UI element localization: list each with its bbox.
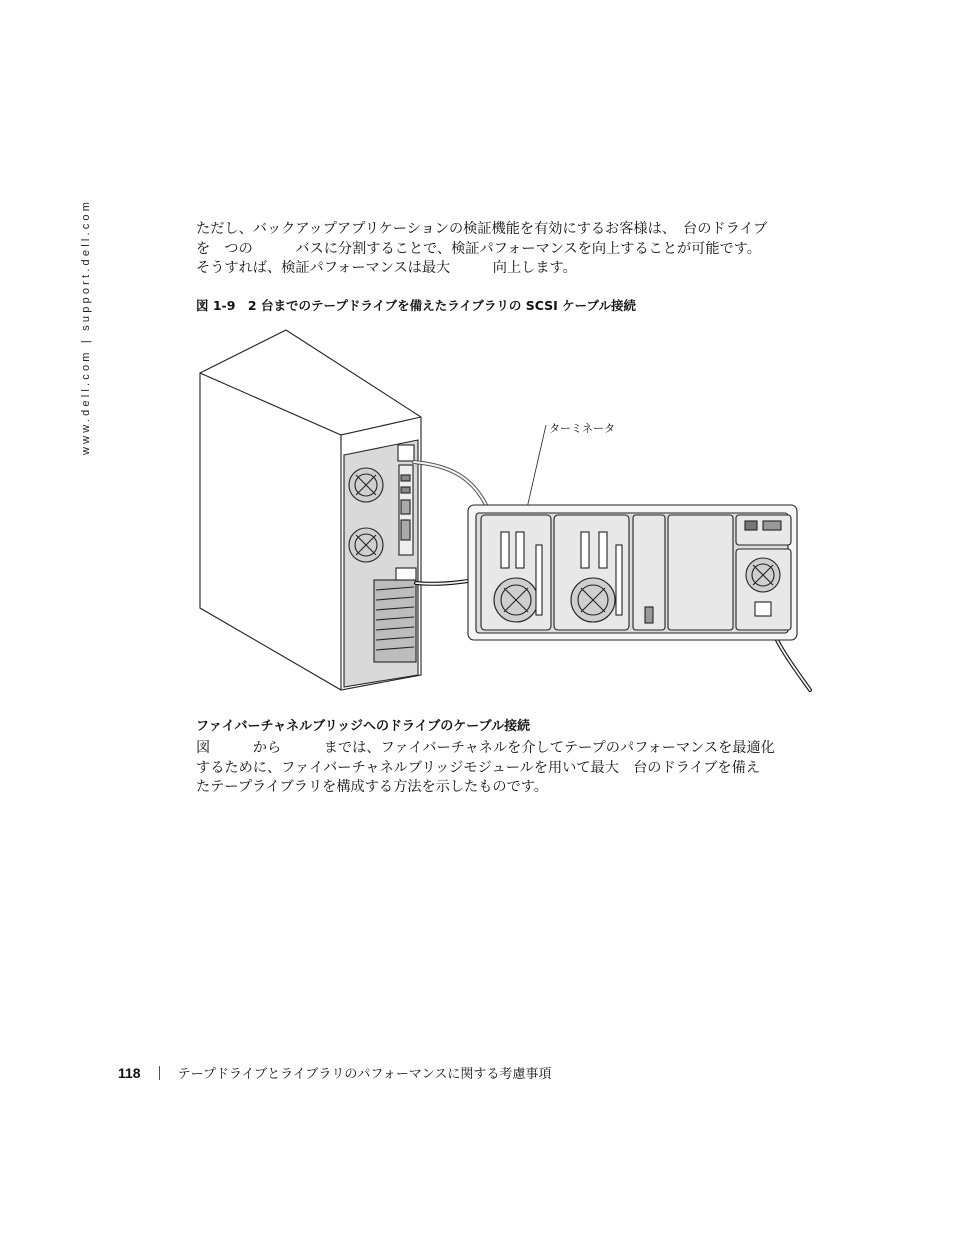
section-heading: ファイバーチャネルブリッジへのドライブのケーブル接続: [196, 719, 531, 734]
section-line-2: するために、ファイバーチャネルブリッジモジュールを用いて最大 台のドライブを備え: [196, 759, 760, 776]
chapter-title: テープドライブとライブラリのパフォーマンスに関する考慮事項: [177, 1067, 552, 1082]
terminator-callout-label: ターミネータ: [549, 422, 615, 435]
page-footer: [118, 1063, 551, 1082]
intro-line-3: そうすれば、検証パフォーマンスは最大 向上します。: [196, 260, 577, 276]
section-line-3: たテープライブラリを構成する方法を示したものです。: [196, 779, 548, 795]
figure-caption: 図 1-9 2 台までのテープドライブを備えたライブラリの SCSI ケーブル接続: [196, 298, 637, 313]
intro-paragraph: [196, 220, 826, 279]
intro-line-1: ただし、バックアップアプリケーションの検証機能を有効にするお客様は、 台のドライブ: [196, 221, 768, 237]
footer-divider: [159, 1066, 160, 1080]
intro-line-2: を つの バスに分割することで、検証パフォーマンスを向上することが可能です。: [196, 240, 761, 257]
tape-library: [468, 505, 797, 640]
page-number: 118: [118, 1065, 141, 1081]
sidebar-url: www.dell.com | support.dell.com: [80, 198, 92, 455]
scsi-cabling-illustration: [196, 325, 816, 700]
server-tower: [200, 330, 421, 690]
section-line-1: 図 から までは、ファイバーチャネルを介してテープのパフォーマンスを最適化: [196, 740, 775, 756]
section-paragraph: [196, 739, 826, 798]
